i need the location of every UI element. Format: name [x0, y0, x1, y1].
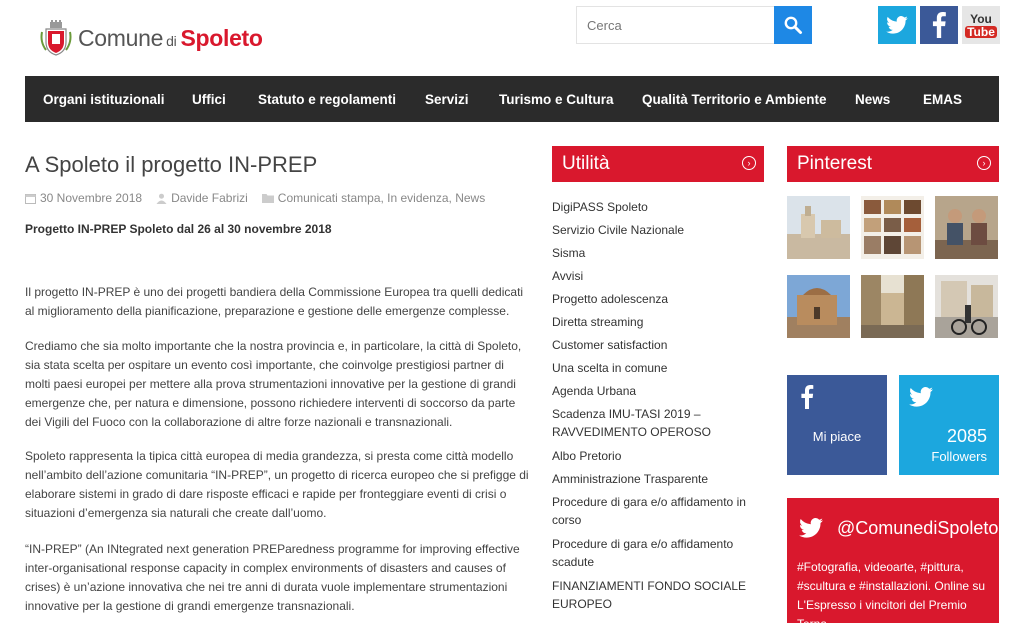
- twitter-icon: [886, 16, 908, 34]
- folder-icon: [262, 193, 274, 203]
- nav-item-news[interactable]: News: [855, 92, 891, 107]
- youtube-tube-text: Tube: [967, 24, 995, 39]
- nav-item-servizi[interactable]: Servizi: [425, 92, 469, 107]
- article-paragraph: “IN-PREP” (An INtegrated next generation PREParedness programme for improving effective inter-organisational response capacity in complex environments of disasters and causes of crises) è un’azione innovativa che nei tre anni di durata vuole implementare strumentazioni innovative per la gestione di grandi emergenze transnazionali.: [25, 542, 520, 613]
- search-icon: [784, 16, 802, 34]
- pinterest-thumbnail[interactable]: [935, 196, 998, 259]
- twitter-follower-count: 2085: [946, 426, 987, 446]
- utilita-link[interactable]: Avvisi: [552, 269, 584, 283]
- pinterest-title: Pinterest: [797, 153, 872, 174]
- user-icon: [156, 193, 167, 204]
- pinterest-thumbnail[interactable]: [861, 196, 924, 259]
- nav-item-organi-istituzionali[interactable]: Organi istituzionali: [43, 92, 165, 107]
- arrow-right-circle-icon[interactable]: ›: [742, 156, 756, 170]
- facebook-icon: [932, 12, 946, 38]
- pinterest-thumbnail[interactable]: [787, 275, 850, 338]
- utilita-title: Utilità: [562, 153, 610, 174]
- nav-item-emas[interactable]: EMAS: [923, 92, 963, 107]
- article-categories[interactable]: [262, 191, 485, 205]
- twitter-link[interactable]: [878, 6, 916, 44]
- search-button[interactable]: [774, 6, 812, 44]
- article-author[interactable]: [156, 191, 248, 205]
- pinterest-widget-header: [787, 146, 999, 182]
- utilita-link[interactable]: Amministrazione Trasparente: [552, 472, 709, 486]
- article-meta: [25, 191, 499, 205]
- article-title: A Spoleto il progetto IN-PREP: [25, 152, 318, 177]
- article-lead: Progetto IN-PREP Spoleto dal 26 al 30 novembre 2018: [25, 222, 332, 236]
- arrow-right-circle-icon[interactable]: ›: [977, 156, 991, 170]
- search-form: [576, 6, 812, 44]
- pinterest-thumbnail[interactable]: [935, 275, 998, 338]
- utilita-link[interactable]: Procedure di gara e/o affidamento scadute: [552, 537, 734, 569]
- youtube-you-text: You: [970, 11, 992, 26]
- logo-prefix: Comune: [78, 24, 164, 51]
- twitter-handle[interactable]: @ComunediSpoleto: [837, 518, 999, 538]
- pinterest-thumbnail[interactable]: [787, 196, 850, 259]
- utilita-link[interactable]: Customer satisfaction: [552, 338, 668, 352]
- article-author-text: Davide Fabrizi: [171, 191, 248, 205]
- utilita-link[interactable]: Diretta streaming: [552, 315, 644, 329]
- calendar-icon: [25, 193, 36, 204]
- nav-item-qualita-territorio[interactable]: Qualità Territorio e Ambiente: [642, 92, 827, 107]
- utilita-link[interactable]: Procedure di gara e/o affidamento in corso: [552, 495, 746, 527]
- article-date-text: 30 Novembre 2018: [40, 191, 143, 205]
- utilita-link[interactable]: Agenda Urbana: [552, 384, 637, 398]
- utilita-link[interactable]: Scadenza IMU-TASI 2019 – RAVVEDIMENTO OPEROSO: [552, 407, 711, 439]
- twitter-followers-label: Followers: [931, 449, 987, 464]
- utilita-link[interactable]: FINANZIAMENTI FONDO SOCIALE EUROPEO: [552, 579, 747, 611]
- facebook-link[interactable]: [920, 6, 958, 44]
- nav-item-turismo-cultura[interactable]: Turismo e Cultura: [499, 92, 614, 107]
- twitter-followers-box[interactable]: [899, 375, 999, 475]
- utilita-link[interactable]: DigiPASS Spoleto: [552, 200, 648, 214]
- utilita-widget-header: [552, 146, 764, 182]
- article-paragraph: Il progetto IN-PREP è uno dei progetti bandiera della Commissione Europea tra quelli dedicati al miglioramento della pianificazione, preparazione e gestione delle emergenze complesse.: [25, 285, 524, 318]
- facebook-icon: [801, 385, 813, 409]
- search-input[interactable]: [576, 6, 774, 44]
- utilita-link[interactable]: Albo Pretorio: [552, 449, 622, 463]
- article-categories-text: Comunicati stampa, In evidenza, News: [277, 191, 486, 205]
- pinterest-grid: [787, 196, 999, 340]
- facebook-like-box[interactable]: [787, 375, 887, 475]
- article-date: [25, 191, 142, 205]
- utilita-link[interactable]: Progetto adolescenza: [552, 292, 669, 306]
- logo-text: [78, 25, 263, 52]
- twitter-feed: [787, 498, 999, 631]
- utilita-link[interactable]: Sisma: [552, 246, 586, 260]
- pinterest-thumbnail[interactable]: [861, 275, 924, 338]
- facebook-like-label: Mi piace: [812, 429, 862, 444]
- utilita-link[interactable]: Una scelta in comune: [552, 361, 668, 375]
- logo-di: di: [166, 32, 177, 49]
- article-paragraph: Crediamo che sia molto importante che la nostra provincia e, in particolare, la città di Spoleto, sia stata scelta per ospitare un evento così importante, che coinvolge prestigiosi partner di molti paesi europei per mettere alla prova strumentazioni innovative per la gestione di grandi emergenze che, per natura e dimensione, possono richiedere interventi di soccorso da parte dei Vigili del Fuoco con la collaborazione di altre forze nazionali e transnazionali.: [25, 339, 522, 429]
- city-crest-icon: [40, 20, 72, 56]
- tweet-text: #Fotografia, videoarte, #pittura, #scultura e #installazioni. Online su L'Espresso i vincitori del Premio Terna: [797, 560, 986, 631]
- main-nav: [25, 76, 999, 122]
- twitter-icon: [909, 387, 933, 407]
- nav-item-uffici[interactable]: Uffici: [192, 92, 226, 107]
- site-logo[interactable]: [40, 20, 263, 56]
- article-paragraph: Spoleto rappresenta la tipica città europea di media grandezza, si presta come città modello nell’ambito dell’azione comunitaria “IN-PREP”, un progetto di ricerca europeo che si prefigge di elaborare sistemi in grado di dare risposte efficaci e rapide per fronteggiare eventi di crisi o situazioni d’emergenza sia naturali che create dall’uomo.: [25, 449, 529, 520]
- utilita-link[interactable]: Servizio Civile Nazionale: [552, 223, 685, 237]
- nav-item-statuto[interactable]: Statuto e regolamenti: [258, 92, 397, 107]
- logo-city: Spoleto: [180, 24, 263, 51]
- twitter-icon: [799, 518, 823, 538]
- youtube-link[interactable]: [962, 6, 1000, 44]
